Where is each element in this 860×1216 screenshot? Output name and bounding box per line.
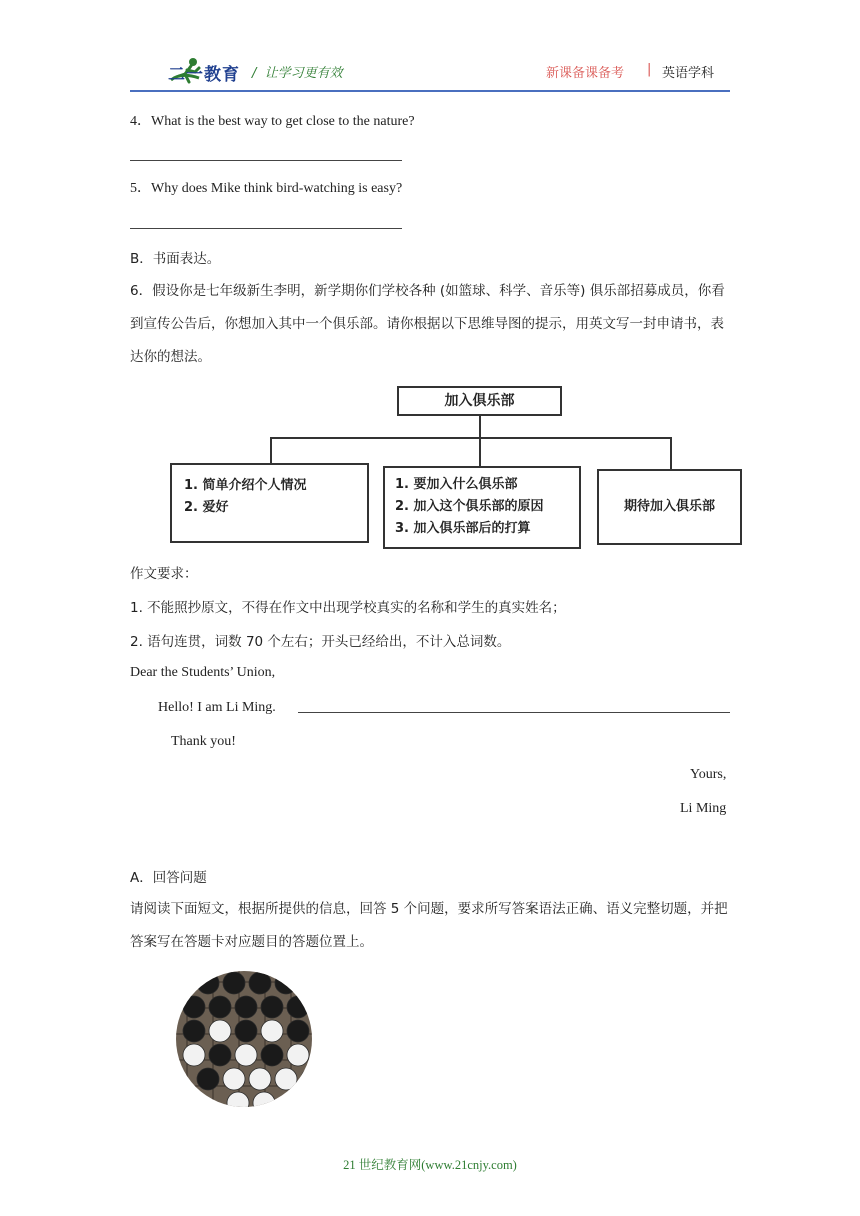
black-stone xyxy=(261,996,283,1018)
mindmap-connector-left xyxy=(270,437,272,463)
black-stone xyxy=(197,972,219,994)
mindmap-box-personal xyxy=(170,463,369,543)
white-stone xyxy=(301,972,313,994)
mindmap-connector-bar xyxy=(270,437,672,439)
black-stone xyxy=(235,1020,257,1042)
mindmap-middle-item-3: 3. 加入俱乐部后的打算 xyxy=(395,521,531,536)
answer-line-4[interactable] xyxy=(130,160,402,161)
question-5: 5．Why does Mike think bird-watching is easy? xyxy=(130,181,403,196)
logo-text: 二一教育 xyxy=(168,65,240,85)
header-rule xyxy=(130,90,730,92)
requirements-title: 作文要求： xyxy=(130,566,198,582)
mindmap-left-item-2: 2. 爱好 xyxy=(184,500,229,515)
section-a-title: A．回答问题 xyxy=(130,870,207,886)
mindmap-connector-trunk xyxy=(479,416,481,438)
white-stone xyxy=(287,1044,309,1066)
answer-line-5[interactable] xyxy=(130,228,402,229)
mindmap-box-expect: 期待加入俱乐部 xyxy=(597,469,742,545)
mindmap-box-club xyxy=(383,466,581,549)
letter-closing: Yours, xyxy=(690,767,727,782)
mindmap-middle-item-2: 2. 加入这个俱乐部的原因 xyxy=(395,499,544,514)
black-stone xyxy=(209,996,231,1018)
black-stone xyxy=(183,1020,205,1042)
letter-signature: Li Ming xyxy=(680,801,727,816)
white-stone xyxy=(275,1068,297,1090)
mindmap-left-item-1: 1. 简单介绍个人情况 xyxy=(184,478,307,493)
letter-opening: Hello! I am Li Ming. xyxy=(158,700,276,715)
requirement-1: 1. 不能照抄原文，不得在作文中出现学校真实的名称和学生的真实姓名； xyxy=(130,600,566,616)
black-stone xyxy=(261,1044,283,1066)
section-a-instructions: 请阅读下面短文，根据所提供的信息，回答 5 个问题，要求所写答案语法正确、语义完整切题，并把答案写在答题卡对应题目的答题位置上。 xyxy=(130,901,728,950)
white-stone xyxy=(249,1068,271,1090)
white-stone xyxy=(235,1044,257,1066)
section-b-title: B．书面表达。 xyxy=(130,251,221,267)
white-stone xyxy=(183,1044,205,1066)
header-separator: | xyxy=(647,62,652,77)
black-stone xyxy=(287,996,309,1018)
mindmap-root: 加入俱乐部 xyxy=(397,386,562,416)
header-course-label: 新课备课备考 xyxy=(546,66,625,81)
white-stone xyxy=(209,1020,231,1042)
black-stone xyxy=(249,972,271,994)
question-4: 4．What is the best way to get close to the nature? xyxy=(130,114,415,129)
black-stone xyxy=(197,1068,219,1090)
section-b-prompt: 6．假设你是七年级新生李明，新学期你们学校各种 (如篮球、科学、音乐等) 俱乐部招募成员，你看到宣传公告后，你想加入其中一个俱乐部。请你根据以下思维导图的提示，用英文写一封申请书，表达你的想法。 xyxy=(130,283,725,365)
letter-writing-line[interactable] xyxy=(298,712,730,713)
letter-thanks: Thank you! xyxy=(171,734,236,749)
footer-source: 21 世纪教育网(www.21cnjy.com) xyxy=(343,1158,517,1172)
white-stone xyxy=(261,1020,283,1042)
mindmap-connector-right xyxy=(670,437,672,469)
black-stone xyxy=(209,1044,231,1066)
header-subject: 英语学科 xyxy=(662,66,715,81)
letter-salutation: Dear the Students’ Union, xyxy=(130,665,276,680)
header-slogan: / 让学习更有效 xyxy=(252,66,343,81)
black-stone xyxy=(183,996,205,1018)
black-stone xyxy=(275,972,297,994)
black-stone xyxy=(223,972,245,994)
mindmap-middle-item-1: 1. 要加入什么俱乐部 xyxy=(395,477,518,492)
black-stone xyxy=(287,1020,309,1042)
white-stone xyxy=(223,1068,245,1090)
go-board-image xyxy=(175,970,313,1108)
requirement-2: 2. 语句连贯，词数 70 个左右；开头已经给出，不计入总词数。 xyxy=(130,634,511,650)
mindmap-connector-middle xyxy=(479,437,481,467)
black-stone xyxy=(235,996,257,1018)
